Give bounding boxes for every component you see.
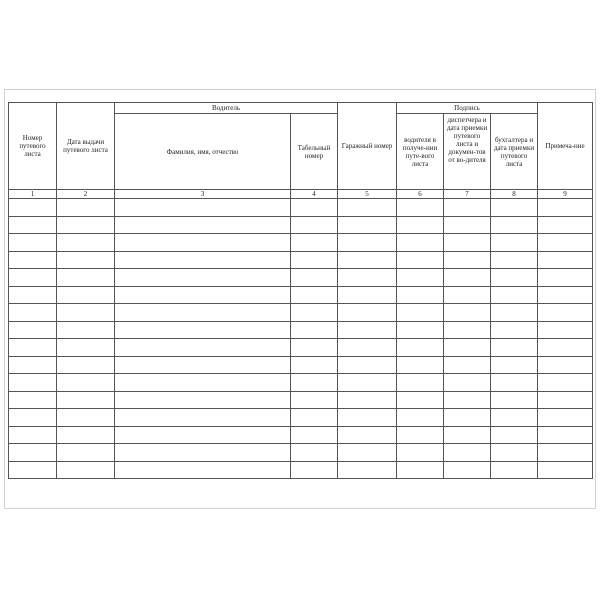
empty-cell[interactable] xyxy=(444,199,491,217)
empty-cell[interactable] xyxy=(338,269,397,287)
blank-rows xyxy=(9,199,593,479)
empty-cell[interactable] xyxy=(338,286,397,304)
empty-cell[interactable] xyxy=(397,374,444,392)
empty-cell[interactable] xyxy=(9,304,57,322)
header-driver-signature xyxy=(397,114,444,190)
empty-cell[interactable] xyxy=(115,391,291,409)
empty-cell[interactable] xyxy=(115,339,291,357)
empty-cell[interactable] xyxy=(538,391,593,409)
table-row xyxy=(9,374,593,392)
header-waybill-number-label: Номер путевого листа xyxy=(19,134,46,158)
empty-cell[interactable] xyxy=(9,251,57,269)
empty-cell[interactable] xyxy=(491,391,538,409)
column-number-6: 6 xyxy=(397,190,444,199)
table-row xyxy=(9,461,593,479)
table-row xyxy=(9,339,593,357)
empty-cell[interactable] xyxy=(491,321,538,339)
empty-cell[interactable] xyxy=(397,304,444,322)
empty-cell[interactable] xyxy=(9,356,57,374)
empty-cell[interactable] xyxy=(57,356,115,374)
empty-cell[interactable] xyxy=(397,286,444,304)
empty-cell[interactable] xyxy=(291,444,338,462)
header-personnel-number-label: Табельный номер xyxy=(297,143,331,160)
empty-cell[interactable] xyxy=(57,426,115,444)
empty-cell[interactable] xyxy=(57,199,115,217)
empty-cell[interactable] xyxy=(115,216,291,234)
empty-cell[interactable] xyxy=(444,409,491,427)
empty-cell[interactable] xyxy=(115,269,291,287)
empty-cell[interactable] xyxy=(57,251,115,269)
empty-cell[interactable] xyxy=(115,251,291,269)
empty-cell[interactable] xyxy=(291,339,338,357)
empty-cell[interactable] xyxy=(57,409,115,427)
empty-cell[interactable] xyxy=(9,269,57,287)
empty-cell[interactable] xyxy=(9,374,57,392)
empty-cell[interactable] xyxy=(115,409,291,427)
column-number-4: 4 xyxy=(291,190,338,199)
empty-cell[interactable] xyxy=(115,286,291,304)
empty-cell[interactable] xyxy=(9,321,57,339)
waybill-register-table xyxy=(8,102,593,479)
header-driver-group-label: Водитель xyxy=(211,104,241,112)
header-dispatcher-signature xyxy=(444,114,491,190)
empty-cell[interactable] xyxy=(338,321,397,339)
empty-cell[interactable] xyxy=(444,286,491,304)
empty-cell[interactable] xyxy=(397,216,444,234)
column-number-8: 8 xyxy=(491,190,538,199)
header-garage-number-label: Гаражный номер xyxy=(341,142,393,150)
empty-cell[interactable] xyxy=(397,391,444,409)
column-number-5: 5 xyxy=(338,190,397,199)
header-accountant-signature xyxy=(491,114,538,190)
empty-cell[interactable] xyxy=(291,356,338,374)
empty-cell[interactable] xyxy=(338,426,397,444)
empty-cell[interactable] xyxy=(397,199,444,217)
header-driver-signature-label: водителя в получе-нии путе-вого листа xyxy=(402,135,438,168)
empty-cell[interactable] xyxy=(491,339,538,357)
header-dispatcher-signature-label: диспетчера и дата приемки путевого листа и докумен-тов от во-дителя xyxy=(446,116,488,164)
empty-cell[interactable] xyxy=(338,356,397,374)
empty-cell[interactable] xyxy=(538,321,593,339)
empty-cell[interactable] xyxy=(57,304,115,322)
empty-cell[interactable] xyxy=(57,339,115,357)
table-row xyxy=(9,409,593,427)
empty-cell[interactable] xyxy=(338,199,397,217)
empty-cell[interactable] xyxy=(491,234,538,252)
empty-cell[interactable] xyxy=(291,269,338,287)
empty-cell[interactable] xyxy=(397,409,444,427)
empty-cell[interactable] xyxy=(444,374,491,392)
header-full-name xyxy=(115,114,291,190)
table-row xyxy=(9,426,593,444)
empty-cell[interactable] xyxy=(9,461,57,479)
empty-cell[interactable] xyxy=(444,216,491,234)
empty-cell[interactable] xyxy=(291,304,338,322)
table-row xyxy=(9,356,593,374)
table-row xyxy=(9,269,593,287)
column-number-3: 3 xyxy=(115,190,291,199)
empty-cell[interactable] xyxy=(291,321,338,339)
empty-cell[interactable] xyxy=(57,216,115,234)
empty-cell[interactable] xyxy=(115,461,291,479)
table-row xyxy=(9,444,593,462)
header-signature-group-label: Подпись xyxy=(454,104,480,112)
empty-cell[interactable] xyxy=(338,391,397,409)
empty-cell[interactable] xyxy=(9,409,57,427)
column-number-1: 1 xyxy=(9,190,57,199)
empty-cell[interactable] xyxy=(538,409,593,427)
empty-cell[interactable] xyxy=(538,199,593,217)
empty-cell[interactable] xyxy=(491,461,538,479)
empty-cell[interactable] xyxy=(115,444,291,462)
column-number-9: 9 xyxy=(538,190,593,199)
empty-cell[interactable] xyxy=(491,409,538,427)
header-note-label: Примеча-ние xyxy=(545,142,585,150)
empty-cell[interactable] xyxy=(338,251,397,269)
empty-cell[interactable] xyxy=(338,444,397,462)
empty-cell[interactable] xyxy=(115,321,291,339)
empty-cell[interactable] xyxy=(57,374,115,392)
empty-cell[interactable] xyxy=(491,304,538,322)
empty-cell[interactable] xyxy=(491,199,538,217)
empty-cell[interactable] xyxy=(338,234,397,252)
empty-cell[interactable] xyxy=(57,444,115,462)
empty-cell[interactable] xyxy=(444,269,491,287)
empty-cell[interactable] xyxy=(538,426,593,444)
empty-cell[interactable] xyxy=(397,426,444,444)
empty-cell[interactable] xyxy=(291,426,338,444)
empty-cell[interactable] xyxy=(444,304,491,322)
table-row xyxy=(9,216,593,234)
empty-cell[interactable] xyxy=(444,251,491,269)
empty-cell[interactable] xyxy=(9,199,57,217)
table-row xyxy=(9,199,593,217)
empty-cell[interactable] xyxy=(397,339,444,357)
empty-cell[interactable] xyxy=(115,374,291,392)
empty-cell[interactable] xyxy=(444,391,491,409)
empty-cell[interactable] xyxy=(538,234,593,252)
empty-cell[interactable] xyxy=(338,216,397,234)
empty-cell[interactable] xyxy=(397,234,444,252)
header-accountant-signature-label: бухгалтера и дата приемки путевого листа xyxy=(493,135,535,168)
empty-cell[interactable] xyxy=(491,356,538,374)
column-number-2: 2 xyxy=(57,190,115,199)
empty-cell[interactable] xyxy=(491,444,538,462)
empty-cell[interactable] xyxy=(9,234,57,252)
empty-cell[interactable] xyxy=(291,461,338,479)
header-garage-number xyxy=(338,103,397,190)
table-row xyxy=(9,286,593,304)
empty-cell[interactable] xyxy=(291,199,338,217)
empty-cell[interactable] xyxy=(491,286,538,304)
empty-cell[interactable] xyxy=(9,444,57,462)
empty-cell[interactable] xyxy=(115,356,291,374)
empty-cell[interactable] xyxy=(9,339,57,357)
header-issue-date xyxy=(57,103,115,190)
header-issue-date-label: Дата выдачи путевого листа xyxy=(63,138,108,154)
empty-cell[interactable] xyxy=(291,216,338,234)
empty-cell[interactable] xyxy=(397,444,444,462)
header-full-name-label: Фамилия, имя, отчество xyxy=(166,147,239,156)
empty-cell[interactable] xyxy=(444,461,491,479)
empty-cell[interactable] xyxy=(397,461,444,479)
empty-cell[interactable] xyxy=(444,234,491,252)
empty-cell[interactable] xyxy=(397,321,444,339)
column-number-7: 7 xyxy=(444,190,491,199)
empty-cell[interactable] xyxy=(115,304,291,322)
empty-cell[interactable] xyxy=(444,444,491,462)
empty-cell[interactable] xyxy=(115,234,291,252)
empty-cell[interactable] xyxy=(538,269,593,287)
table-row xyxy=(9,304,593,322)
column-number-row xyxy=(9,190,593,199)
empty-cell[interactable] xyxy=(9,216,57,234)
empty-cell[interactable] xyxy=(444,339,491,357)
header-driver-group xyxy=(115,103,338,114)
empty-cell[interactable] xyxy=(538,356,593,374)
empty-cell[interactable] xyxy=(291,251,338,269)
empty-cell[interactable] xyxy=(444,426,491,444)
empty-cell[interactable] xyxy=(291,286,338,304)
table-row xyxy=(9,234,593,252)
empty-cell[interactable] xyxy=(338,374,397,392)
empty-cell[interactable] xyxy=(491,216,538,234)
empty-cell[interactable] xyxy=(9,286,57,304)
empty-cell[interactable] xyxy=(538,461,593,479)
empty-cell[interactable] xyxy=(397,251,444,269)
empty-cell[interactable] xyxy=(291,391,338,409)
empty-cell[interactable] xyxy=(338,304,397,322)
empty-cell[interactable] xyxy=(444,356,491,374)
empty-cell[interactable] xyxy=(491,426,538,444)
empty-cell[interactable] xyxy=(491,251,538,269)
empty-cell[interactable] xyxy=(291,409,338,427)
table-row xyxy=(9,391,593,409)
empty-cell[interactable] xyxy=(115,426,291,444)
empty-cell[interactable] xyxy=(397,269,444,287)
empty-cell[interactable] xyxy=(538,216,593,234)
empty-cell[interactable] xyxy=(291,234,338,252)
empty-cell[interactable] xyxy=(491,374,538,392)
empty-cell[interactable] xyxy=(57,461,115,479)
empty-cell[interactable] xyxy=(538,286,593,304)
header-row-top xyxy=(9,103,593,114)
empty-cell[interactable] xyxy=(57,234,115,252)
empty-cell[interactable] xyxy=(538,304,593,322)
empty-cell[interactable] xyxy=(57,391,115,409)
empty-cell[interactable] xyxy=(291,374,338,392)
empty-cell[interactable] xyxy=(9,426,57,444)
empty-cell[interactable] xyxy=(338,461,397,479)
empty-cell[interactable] xyxy=(9,391,57,409)
empty-cell[interactable] xyxy=(444,321,491,339)
empty-cell[interactable] xyxy=(57,286,115,304)
header-waybill-number xyxy=(9,103,57,190)
empty-cell[interactable] xyxy=(538,251,593,269)
empty-cell[interactable] xyxy=(338,339,397,357)
empty-cell[interactable] xyxy=(538,444,593,462)
empty-cell[interactable] xyxy=(538,374,593,392)
empty-cell[interactable] xyxy=(57,321,115,339)
table-row xyxy=(9,321,593,339)
table-row xyxy=(9,251,593,269)
empty-cell[interactable] xyxy=(538,339,593,357)
empty-cell[interactable] xyxy=(57,269,115,287)
empty-cell[interactable] xyxy=(115,199,291,217)
empty-cell[interactable] xyxy=(397,356,444,374)
empty-cell[interactable] xyxy=(491,269,538,287)
header-personnel-number xyxy=(291,114,338,190)
header-signature-group xyxy=(397,103,538,114)
empty-cell[interactable] xyxy=(338,409,397,427)
header-note xyxy=(538,103,593,190)
